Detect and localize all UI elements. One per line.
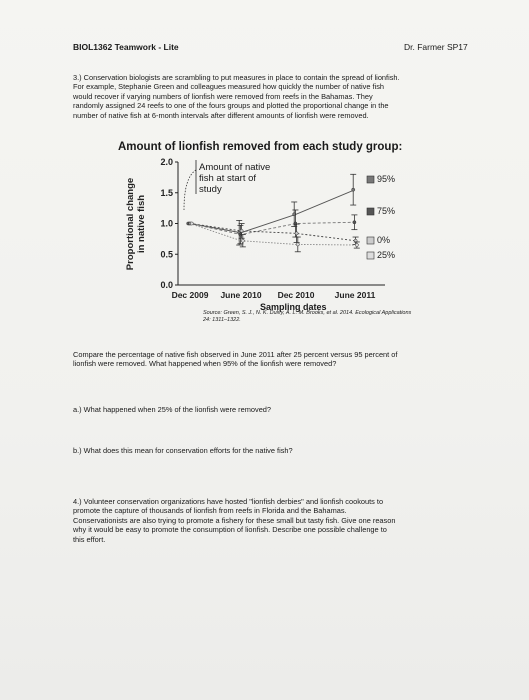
question-4-line: promote the capture of thousands of lionfish from reefs in Florida and the Bahamas. [73, 506, 347, 516]
x-tick-label: Dec 2009 [171, 290, 209, 300]
compare-line: Compare the percentage of native fish observed in June 2011 after 25 percent versus 95 percent of [73, 350, 398, 359]
legend-label: 75% [377, 206, 396, 216]
legend-title [199, 162, 270, 195]
course-header: BIOL1362 Teamwork - Lite [73, 42, 179, 52]
legend-swatch [367, 176, 374, 183]
question-3-line: randomly assigned 24 reefs to one of the fours groups and plotted the proportional change in the [73, 101, 389, 111]
question-a: a.) What happened when 25% of the lionfish were removed? [73, 405, 272, 414]
instructor-header: Dr. Farmer SP17 [404, 42, 468, 52]
y-axis-title-line: in native fish [136, 194, 147, 254]
data-point [190, 222, 193, 225]
question-4-line: 4.) Volunteer conservation organizations have hosted "lionfish derbies" and lionfish cookouts to [73, 497, 384, 506]
chart-title: Amount of lionfish removed from each study group: [118, 141, 403, 153]
y-tick-label: 1.5 [160, 187, 173, 198]
data-point [296, 243, 299, 246]
data-point [352, 188, 355, 191]
question-3-line: number of native fish at 6-month intervals after different amounts of lionfish were removed. [73, 110, 369, 120]
compare-line: lionfish were removed. What happened when 95% of the lionfish were removed? [73, 359, 337, 369]
compare-text [73, 350, 469, 369]
question-4-line: Conservationists are also trying to promote a fishery for these small but tasty fish. Give one reason [73, 515, 396, 525]
y-tick-label: 2.0 [160, 157, 173, 167]
x-tick-label: June 2010 [220, 290, 262, 300]
question-4-text [73, 497, 469, 544]
legend-swatch [367, 208, 374, 215]
data-point [295, 232, 298, 235]
series-line [190, 190, 355, 233]
y-tick-label: 1.0 [160, 218, 173, 229]
question-4-line: why it would be easy to promote the consumption of lionfish. Describe one possible challenge to [73, 525, 387, 535]
legend-title-line: study [199, 184, 222, 195]
legend-pointer [184, 170, 196, 210]
legend-title-line: fish at start of [199, 173, 257, 184]
legend-label: 95% [377, 174, 396, 184]
question-3-line: would recover if varying numbers of lionfish were removed from reefs in the Bahamas. They [73, 91, 373, 101]
y-axis-title-line: Proportional change [125, 177, 136, 271]
source-line: Source: Green, S. J., N. K. Dulvy, A. L. M. Brooks, et al. 2014. Ecological Applications [203, 310, 412, 316]
series-line [190, 222, 355, 234]
question-4-line: this effort. [73, 534, 106, 544]
data-point [353, 221, 356, 224]
x-tick-label: June 2011 [334, 290, 376, 300]
data-point [240, 229, 243, 232]
legend-swatch [367, 252, 374, 259]
source-line: 24: 1311–1322. [203, 317, 241, 323]
data-point [241, 239, 244, 242]
legend-title-line: Amount of native [199, 162, 271, 173]
x-axis-title: Sampling dates [260, 302, 327, 312]
question-3-line: For example, Stephanie Green and colleagues measured how quickly the number of native fish [73, 82, 384, 92]
y-tick-label: 0.5 [160, 249, 173, 260]
chart-source [203, 310, 411, 324]
question-b: b.) What does this mean for conservation efforts for the native fish? [73, 446, 293, 455]
y-tick-label: 0.0 [160, 280, 173, 290]
legend-label: 25% [377, 250, 396, 260]
x-tick-label: Dec 2010 [277, 290, 315, 300]
data-point [355, 243, 358, 246]
legend-label: 0% [377, 235, 391, 245]
series-line [190, 224, 355, 241]
question-3-line: 3.) Conservation biologists are scrambling to put measures in place to contain the spread of lionfish. [73, 73, 400, 82]
legend-swatch [367, 237, 374, 244]
